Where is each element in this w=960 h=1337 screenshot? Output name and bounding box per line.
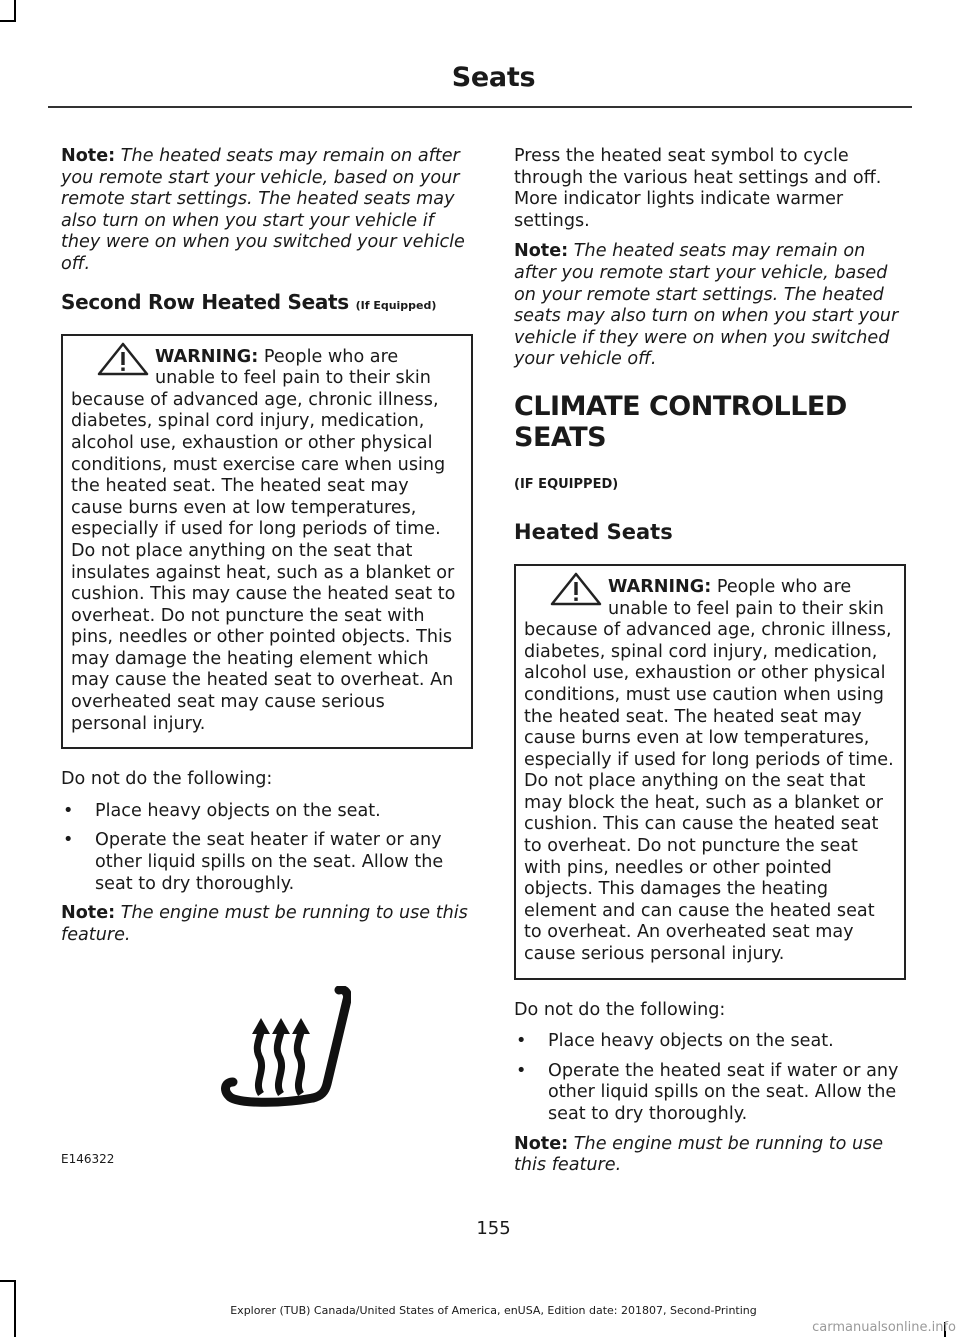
warning-label: WARNING: <box>608 576 712 597</box>
do-not-list <box>61 801 473 895</box>
header-divider <box>48 106 912 108</box>
note-text: The engine must be running to use this feature. <box>61 903 468 945</box>
section-title: CLIMATE CONTROLLED SEATS <box>514 390 847 453</box>
warning-paragraph <box>71 347 463 736</box>
crop-mark-bottom-left-h <box>0 1280 16 1282</box>
section-subtitle: (IF EQUIPPED) <box>514 476 619 492</box>
warning-paragraph <box>524 577 896 966</box>
section-heading <box>61 290 473 314</box>
note-label: Note: <box>514 1133 569 1154</box>
crop-mark-top-left <box>14 0 16 22</box>
warning-text: People who are unable to feel pain to their skin because of advanced age, chronic illness, diabetes, spinal cord injury, medication, alcohol use, exhaustion or other physical conditions, must exercise care when using the heated seat. The heated seat may cause burns even at low temperatures, especially if used for long periods of time. Do not place anything on the seat that insulates against heat, such as a blanket or cushion. This may cause the heated seat to overheat. Do not puncture the seat with pins, needles or other pointed objects. This may damage the heating element which may cause the heated seat to overheat. An overheated seat may cause serious personal injury. <box>71 346 456 734</box>
left-column <box>61 146 473 1196</box>
list-item: • Operate the seat heater if water or any other liquid spills on the seat. Allow the seat to dry thoroughly. <box>63 830 444 894</box>
note-label: Note: <box>514 241 569 262</box>
note-engine <box>61 903 473 946</box>
do-not-intro: Do not do the following: <box>514 999 726 1020</box>
figure-id: E146322 <box>61 1152 115 1167</box>
list-item: • Place heavy objects on the seat. <box>63 800 381 821</box>
list-item-text: Place heavy objects on the seat. <box>95 800 381 821</box>
do-not-intro: Do not do the following: <box>61 769 273 790</box>
list-item: • Place heavy objects on the seat. <box>516 1031 834 1052</box>
note-text: The heated seats may remain on after you remote start your vehicle, based on your remote start settings. The heated seats may also turn on when you start your vehicle if they were on when you switched your vehicle off. <box>514 241 899 370</box>
note-remote-start <box>61 146 473 276</box>
page-number: 155 <box>476 1218 511 1239</box>
intro-paragraph: Press the heated seat symbol to cycle through the various heat settings and off. More indicator lights indicate warmer settings. <box>514 146 882 231</box>
warning-label: WARNING: <box>155 346 259 367</box>
list-item-text: Place heavy objects on the seat. <box>548 1031 834 1052</box>
note-label: Note: <box>61 146 116 166</box>
heated-seat-icon <box>221 986 351 1116</box>
note-text: The heated seats may remain on after you remote start your vehicle, based on your remote start settings. The heated seats may also turn on when you start your vehicle if they were on when you switched your vehicle off. <box>61 146 465 274</box>
warning-box <box>514 564 906 980</box>
section-heading-main: Second Row Heated Seats <box>61 289 349 314</box>
warning-triangle-icon <box>548 572 604 606</box>
warning-text: People who are unable to feel pain to their skin because of advanced age, chronic illness, diabetes, spinal cord injury, medication, alcohol use, exhaustion or other physical conditions, must use caution when using the heated seat. The heated seat may cause burns even at low temperatures, especially if used for long periods of time. Do not place anything on the seat that may block the heat, such as a blanket or cushion. This can cause the heated seat to overheat. Do not puncture the seat with pins, needles or other pointed objects. This damages the heating element and can cause the heated seat to overheat. An overheated seat may cause serious personal injury. <box>524 576 894 965</box>
warning-box <box>61 334 473 750</box>
watermark: carmanualsonline.info <box>812 1320 956 1335</box>
list-item: • Operate the heated seat if water or any other liquid spills on the seat. Allow the seat to dry thoroughly. <box>516 1060 899 1124</box>
page-footer: Explorer (TUB) Canada/United States of America, enUSA, Edition date: 201807, Second-Printing <box>230 1304 757 1317</box>
note-label: Note: <box>61 903 116 924</box>
right-column <box>514 146 906 1177</box>
note-engine <box>514 1134 906 1177</box>
list-item-text: Operate the seat heater if water or any other liquid spills on the seat. Allow the seat to dry thoroughly. <box>95 830 444 894</box>
heated-seat-figure <box>61 956 473 1196</box>
note-remote-start <box>514 241 906 371</box>
warning-triangle-icon <box>95 342 151 376</box>
page-header-title: Seats <box>451 62 536 93</box>
section-heading-suffix: (If Equipped) <box>355 298 437 312</box>
do-not-list <box>514 1031 906 1125</box>
crop-mark-top-left-h <box>0 20 16 22</box>
subsection-heading: Heated Seats <box>514 519 673 544</box>
note-text: The engine must be running to use this feature. <box>514 1133 884 1176</box>
list-item-text: Operate the heated seat if water or any other liquid spills on the seat. Allow the seat to dry thoroughly. <box>548 1060 899 1124</box>
